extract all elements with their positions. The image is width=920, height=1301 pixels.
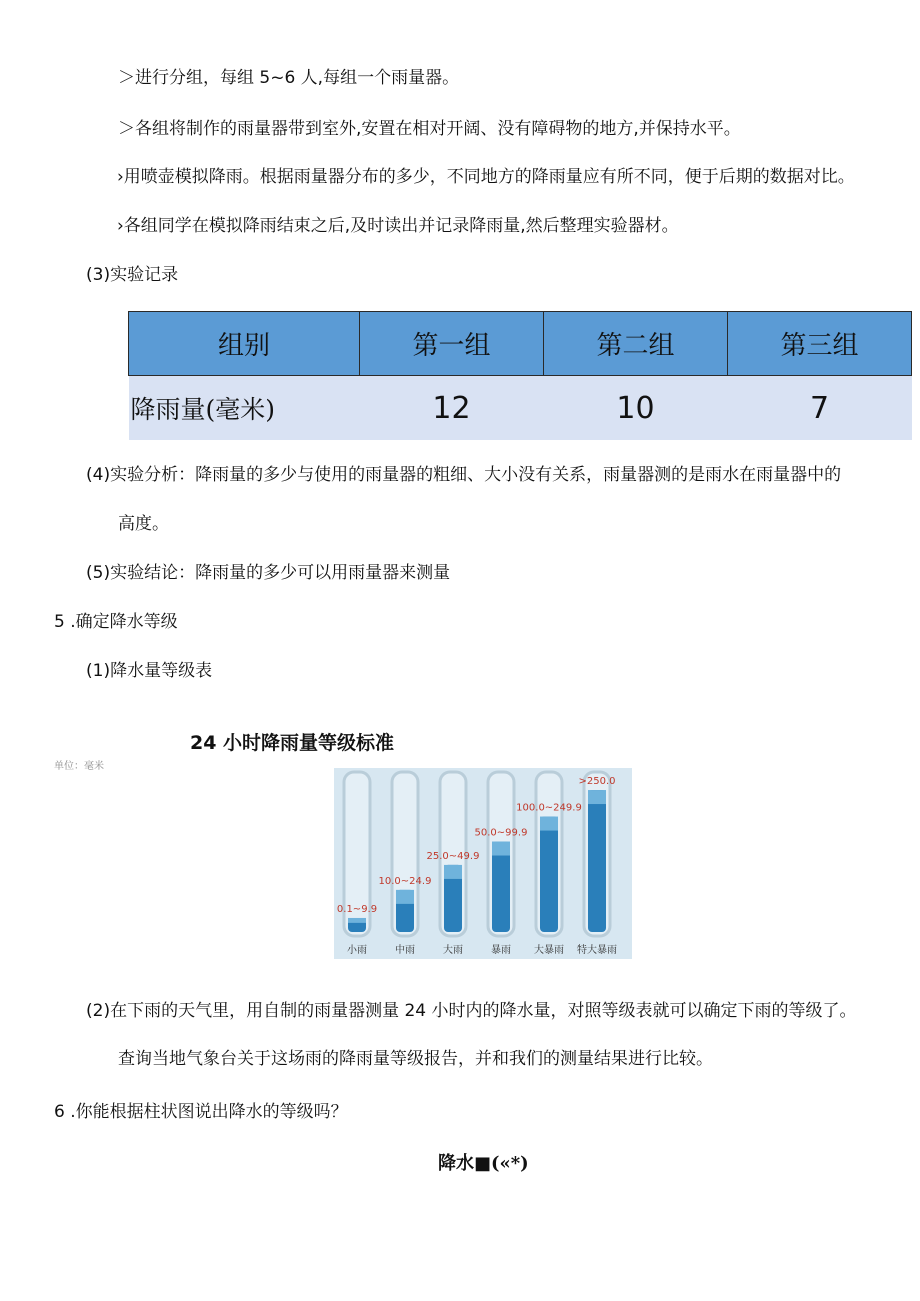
step-1: ＞进行分组，每组 5~6 人,每组一个雨量器。 [118, 68, 460, 88]
range-label: 0.1~9.9 [336, 903, 378, 915]
range-label: >250.0 [578, 776, 616, 788]
table-row [129, 376, 912, 441]
chart-title: 24 小时降雨量等级标准 [190, 732, 395, 754]
category-label: 暴雨 [491, 945, 511, 956]
category-label: 中雨 [395, 945, 415, 956]
category-label: 小雨 [347, 945, 367, 956]
water-surface [444, 865, 462, 879]
step-3: ›用喷壶模拟降雨。根据雨量器分布的多少，不同地方的降雨量应有所不同，便于后期的数据对比。 [117, 167, 855, 187]
header-group-3: 第三组 [728, 312, 912, 376]
record-heading: (3)实验记录 [86, 265, 179, 285]
category-label: 大暴雨 [534, 945, 564, 956]
header-group-1: 第一组 [360, 312, 544, 376]
conclusion: (5)实验结论：降雨量的多少可以用雨量器来测量 [86, 563, 451, 583]
footer-chart-title: 降水■(«*) [438, 1153, 529, 1174]
water-surface [396, 890, 414, 904]
rainfall-group-2: 10 [544, 376, 728, 441]
water-surface [348, 918, 366, 923]
section-5-sub-1: (1)降水量等级表 [86, 661, 213, 681]
table-header-row [129, 312, 912, 376]
water-level-bar [588, 790, 606, 932]
water-surface [492, 842, 510, 856]
experiment-record-table [128, 311, 912, 440]
category-label: 大雨 [443, 945, 463, 956]
header-group: 组别 [129, 312, 360, 376]
section-5-sub-2-line-1: (2)在下雨的天气里，用自制的雨量器测量 24 小时内的降水量，对照等级表就可以确定下雨的等级了。 [86, 1001, 857, 1021]
section-5-sub-2-line-2: 查询当地气象台关于这场雨的降雨量等级报告，并和我们的测量结果进行比较。 [118, 1049, 713, 1069]
range-label: 50.0~99.9 [474, 827, 528, 839]
category-label: 特大暴雨 [577, 945, 617, 956]
rainfall-label: 降雨量(毫米) [129, 376, 360, 441]
range-label: 10.0~24.9 [378, 875, 432, 887]
rain-gauge-svg [334, 768, 632, 959]
water-level-bar [540, 817, 558, 932]
step-4: ›各组同学在模拟降雨结束之后,及时读出并记录降雨量,然后整理实验器材。 [117, 216, 679, 236]
rainfall-group-1: 12 [360, 376, 544, 441]
section-6-title: 6 .你能根据柱状图说出降水的等级吗？ [54, 1102, 348, 1122]
rainfall-group-3: 7 [728, 376, 912, 441]
step-2: ＞各组将制作的雨量器带到室外,安置在相对开阔、没有障碍物的地方,并保持水平。 [118, 119, 741, 139]
section-5-title: 5 .确定降水等级 [54, 612, 178, 632]
water-surface [588, 790, 606, 804]
range-label: 100.0~249.9 [516, 802, 582, 814]
rain-gauge-chart [334, 768, 632, 959]
water-surface [540, 817, 558, 831]
analysis-line-2: 高度。 [118, 514, 169, 534]
chart-unit: 单位：毫米 [54, 761, 104, 772]
analysis-line-1: (4)实验分析：降雨量的多少与使用的雨量器的粗细、大小没有关系，雨量器测的是雨水在雨量器中的 [86, 465, 842, 485]
header-group-2: 第二组 [544, 312, 728, 376]
range-label: 25.0~49.9 [426, 850, 480, 862]
